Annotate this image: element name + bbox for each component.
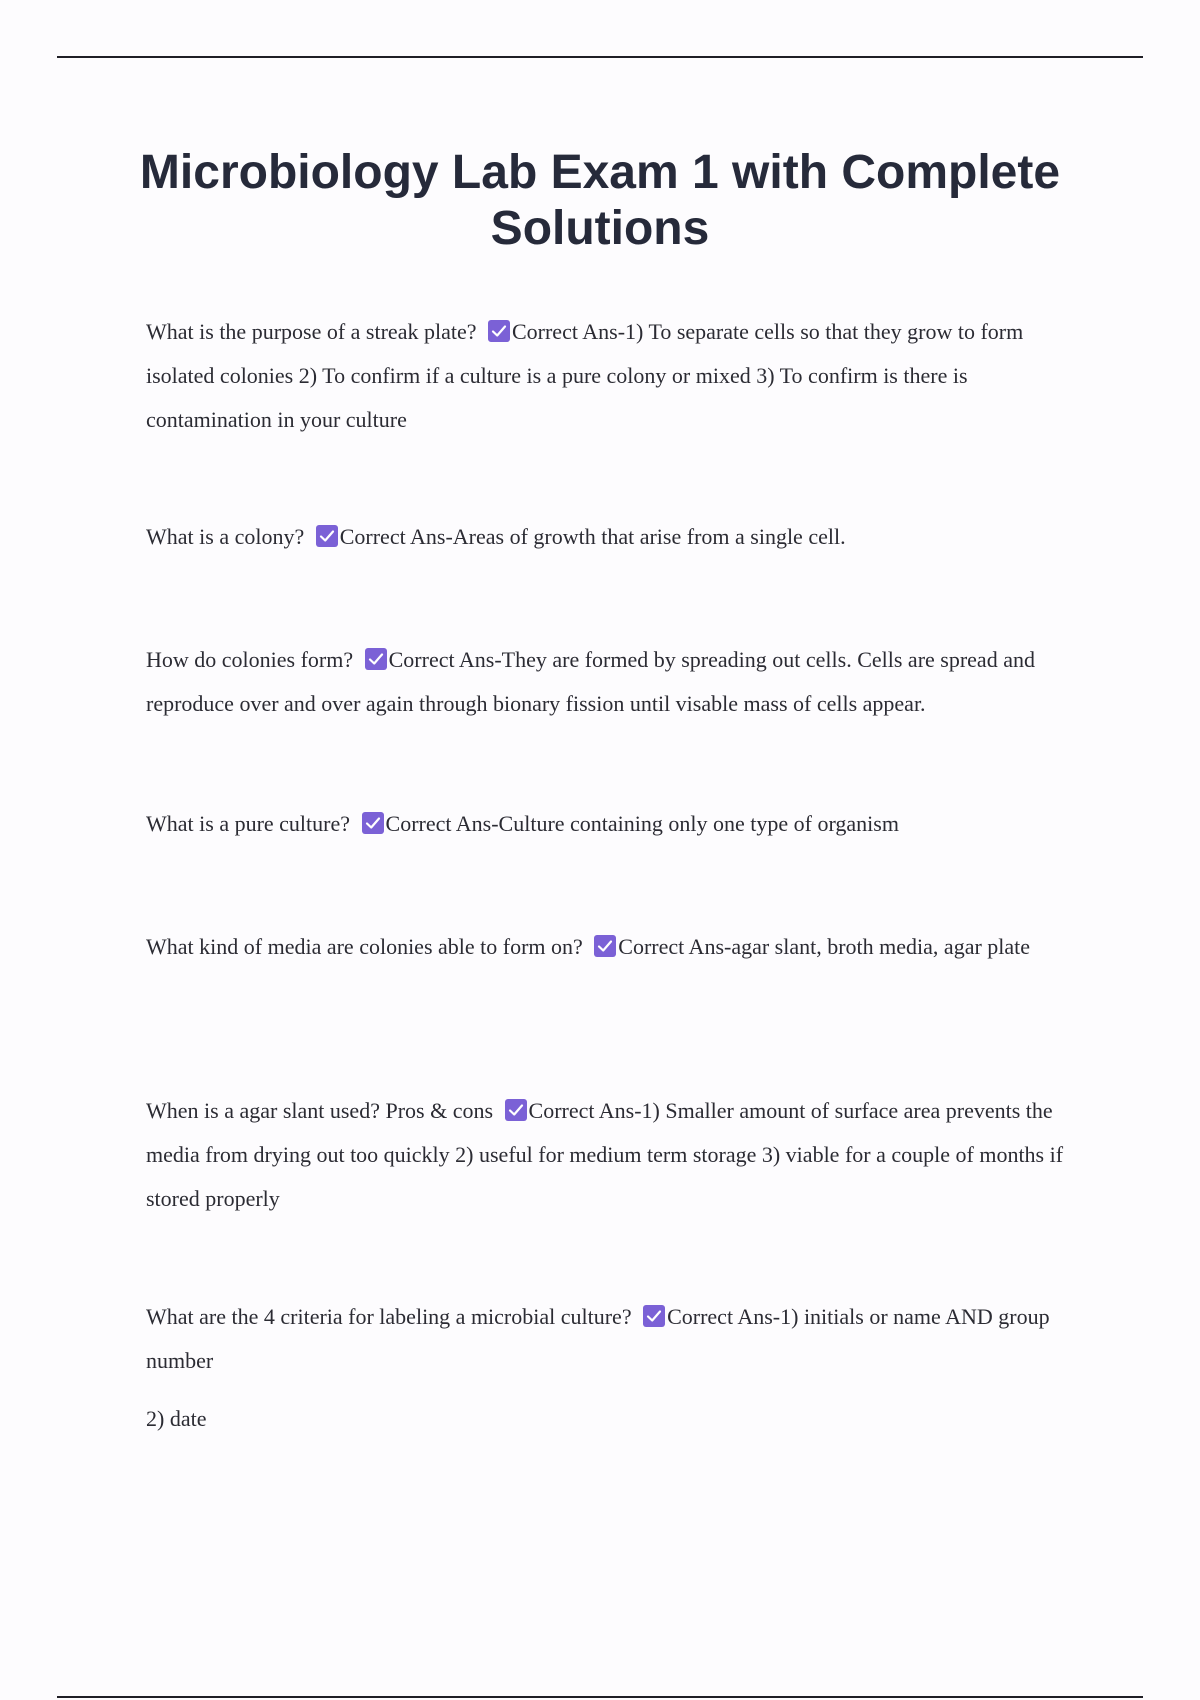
qa-item: [146, 310, 1086, 442]
checkbox-check-icon: [488, 320, 510, 342]
qa-item: [146, 1295, 1086, 1383]
checkbox-check-icon: [594, 935, 616, 957]
question-text: When is a agar slant used? Pros & cons: [146, 1098, 494, 1123]
qa-item: [146, 638, 1086, 726]
question-text: How do colonies form?: [146, 647, 354, 672]
answer-text: Correct Ans-agar slant, broth media, agar plate: [618, 934, 1031, 959]
answer-continuation: 2) date: [146, 1406, 207, 1431]
qa-item: [146, 802, 1086, 846]
question-text: What kind of media are colonies able to form on?: [146, 934, 583, 959]
answer-text: Correct Ans-Culture containing only one type of organism: [385, 811, 899, 836]
page-title: Microbiology Lab Exam 1 with Complete Solutions: [139, 146, 1061, 255]
checkbox-check-icon: [643, 1305, 665, 1327]
answer-text: Correct Ans-They are formed by spreading out cells. Cells are spread and reproduce over and over again through bionary fission until visable mass of cells appear.: [146, 647, 1035, 716]
qa-item: [146, 925, 1086, 969]
checkbox-check-icon: [316, 525, 338, 547]
answer-text: Correct Ans-1) initials or name AND group number: [146, 1304, 1050, 1373]
answer-text: Correct Ans-1) Smaller amount of surface area prevents the media from drying out too quickly 2) useful for medium term storage 3) viable for a couple of months if stored properly: [146, 1098, 1064, 1211]
qa-item: [146, 515, 1086, 559]
question-text: What is the purpose of a streak plate?: [146, 319, 477, 344]
checkbox-check-icon: [365, 648, 387, 670]
checkbox-check-icon: [505, 1099, 527, 1121]
answer-text: Correct Ans-Areas of growth that arise from a single cell.: [339, 524, 846, 549]
bottom-rule: [57, 1696, 1143, 1698]
question-text: What is a colony?: [146, 524, 305, 549]
checkbox-check-icon: [362, 812, 384, 834]
answer-text: Correct Ans-1) To separate cells so that they grow to form isolated colonies 2) To confirm if a culture is a pure colony or mixed 3) To confirm is there is contamination in your culture: [146, 319, 1024, 432]
question-text: What is a pure culture?: [146, 811, 351, 836]
qa-item: [146, 1089, 1086, 1221]
question-text: What are the 4 criteria for labeling a microbial culture?: [146, 1304, 632, 1329]
top-rule: [57, 56, 1143, 58]
